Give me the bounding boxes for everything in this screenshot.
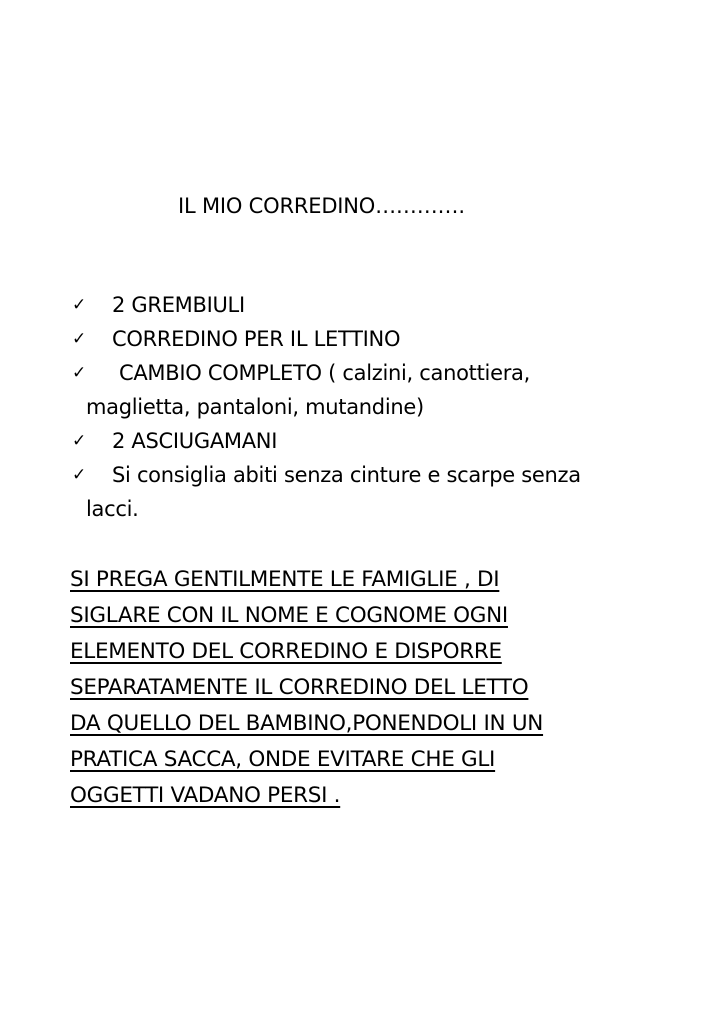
- notice-paragraph: [70, 562, 543, 814]
- notice-line: SEPARATAMENTE IL CORREDINO DEL LETTO: [70, 675, 529, 700]
- notice-line: ELEMENTO DEL CORREDINO E DISPORRE: [70, 639, 502, 664]
- list-item-text: CAMBIO COMPLETO ( calzini, canottiera,: [119, 361, 530, 385]
- checklist: [0, 288, 725, 526]
- notice-line: PRATICA SACCA, ONDE EVITARE CHE GLI: [70, 747, 496, 772]
- list-item: [0, 322, 725, 356]
- check-icon: ✓: [72, 295, 86, 315]
- notice-line: OGGETTI VADANO PERSI .: [70, 783, 341, 808]
- list-item: [0, 356, 725, 424]
- list-item-text: Si consiglia abiti senza cinture e scarpe senza: [112, 463, 581, 487]
- notice-line: SI PREGA GENTILMENTE LE FAMIGLIE , DI: [70, 567, 500, 592]
- document-title: IL MIO CORREDINO………….: [178, 194, 465, 218]
- list-item: [0, 458, 725, 526]
- check-icon: ✓: [72, 363, 86, 383]
- notice-line: SIGLARE CON IL NOME E COGNOME OGNI: [70, 603, 508, 628]
- list-item-text: 2 GREMBIULI: [112, 293, 245, 317]
- notice-line: DA QUELLO DEL BAMBINO,PONENDOLI IN UN: [70, 711, 544, 736]
- check-icon: ✓: [72, 465, 86, 485]
- check-icon: ✓: [72, 431, 86, 451]
- list-item: [0, 424, 725, 458]
- list-item: [0, 288, 725, 322]
- check-icon: ✓: [72, 329, 86, 349]
- list-item-text-continued: maglietta, pantaloni, mutandine): [86, 395, 424, 419]
- list-item-text-continued: lacci.: [86, 497, 139, 521]
- list-item-text: 2 ASCIUGAMANI: [112, 429, 278, 453]
- list-item-text: CORREDINO PER IL LETTINO: [112, 327, 401, 351]
